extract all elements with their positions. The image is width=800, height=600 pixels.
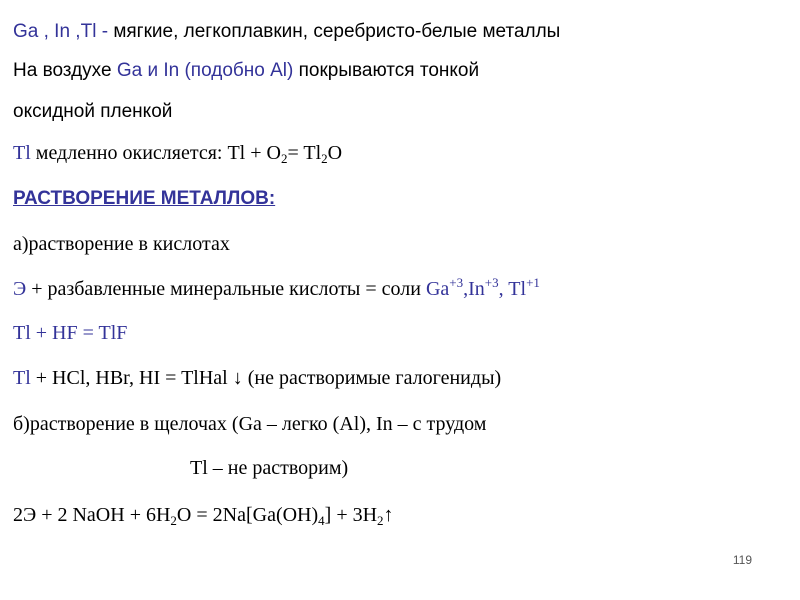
text: + разбавленные минеральные кислоты = соли — [26, 278, 426, 300]
section-heading — [13, 187, 275, 211]
text-line-11 — [190, 456, 348, 480]
text-line-7 — [13, 277, 540, 301]
text: = Tl — [287, 142, 322, 164]
subscript: 4 — [318, 513, 325, 528]
text-line-4 — [13, 141, 342, 165]
superscript: +3 — [449, 275, 464, 290]
subscript: 2 — [170, 513, 177, 528]
text: а)растворение в кислотах — [13, 233, 230, 255]
text-line-1 — [13, 20, 560, 44]
superscript: +3 — [484, 275, 499, 290]
elements-list: Ga , In ,Tl - — [13, 21, 114, 42]
element-e: Э — [13, 278, 27, 300]
text: На воздухе — [13, 60, 117, 81]
ions — [425, 275, 540, 300]
superscript: +1 — [526, 275, 540, 290]
text: , Tl — [498, 278, 527, 300]
text: 2Э + 2 NaOH + 6H — [13, 504, 171, 526]
text: ↑ — [383, 504, 394, 526]
text: покрываются тонкой — [293, 60, 480, 81]
text: O = 2Na[Ga(OH) — [176, 504, 319, 526]
text: + HCl, HBr, HI = TlHal ↓ (не растворимые галогениды) — [30, 367, 502, 389]
text: ,In — [463, 278, 485, 300]
text-line-12 — [13, 503, 394, 527]
text: Tl + HF = TlF — [13, 322, 128, 344]
text: мягкие, легкоплавкин, серебристо-белые металлы — [113, 21, 561, 42]
text: медленно окисляется: Tl + O — [30, 142, 281, 164]
subscript: 2 — [321, 151, 328, 166]
subscript: 2 — [280, 151, 288, 166]
text-line-2 — [13, 59, 479, 83]
subscript: 2 — [377, 513, 384, 528]
text: ] + 3H — [324, 504, 378, 526]
element-tl: Tl — [13, 142, 31, 164]
text: O — [327, 142, 343, 164]
text: Ga — [425, 278, 450, 300]
text: б)растворение в щелочах (Ga – легко (Al), In – с трудом — [13, 413, 487, 435]
text-line-6 — [13, 232, 230, 256]
page-number: 119 — [732, 553, 752, 567]
elements-highlight: Ga и In (подобно Al) — [116, 60, 294, 81]
element-tl: Tl — [13, 367, 31, 389]
heading-text: РАСТВОРЕНИЕ МЕТАЛЛОВ: — [13, 188, 276, 209]
text-line-10 — [13, 412, 486, 436]
text-line-3 — [13, 100, 172, 124]
text-line-8 — [13, 321, 127, 345]
text: оксидной пленкой — [13, 101, 173, 122]
text: Tl – не растворим) — [190, 457, 349, 479]
text-line-9 — [13, 366, 501, 390]
